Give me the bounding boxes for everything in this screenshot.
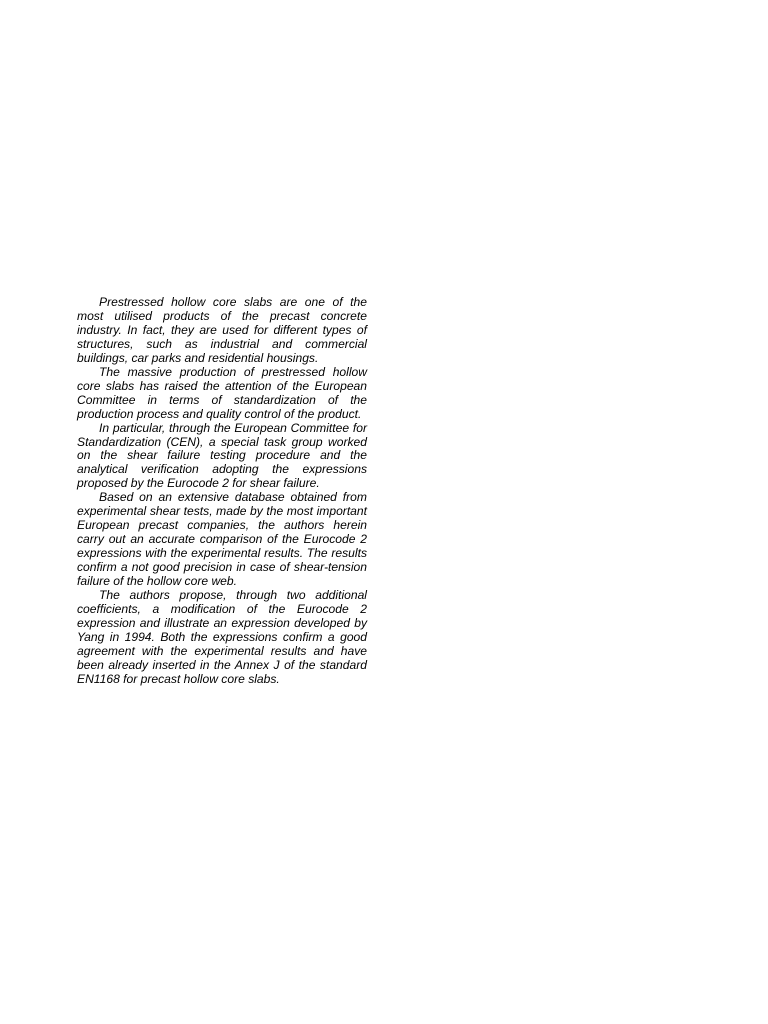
paragraph-1: Prestressed hollow core slabs are one of the most utilised products of the precast concrete industry. In fact, they are used for different types of structures, such as industrial and commercial buildings, car parks and residential housings. <box>77 295 367 365</box>
paragraph-2: The massive production of prestressed hollow core slabs has raised the attention of the European Committee in terms of standardization of the production process and quality control of the product. <box>77 364 367 421</box>
abstract-text-block <box>77 296 367 687</box>
paragraph-4: Based on an extensive database obtained from experimental shear tests, made by the most important European precast companies, the authors herein carry out an accurate comparison of the Eurocode 2 expressions with the experimental results. The results confirm a not good precision in case of shear-tension failure of the hollow core web. <box>77 490 367 589</box>
paragraph-3: In particular, through the European Committee for Standardization (CEN), a special task group worked on the shear failure testing procedure and the analytical verification adopting the expressions proposed by the Eurocode 2 for shear failure. <box>77 420 367 491</box>
paragraph-5: The authors propose, through two additional coefficients, a modification of the Eurocode 2 expression and illustrate an expression developed by Yang in 1994. Both the expressions confirm a good agreement with the experimental results and have been already inserted in the Annex J of the standard EN1168 for precast hollow core slabs. <box>77 588 367 686</box>
